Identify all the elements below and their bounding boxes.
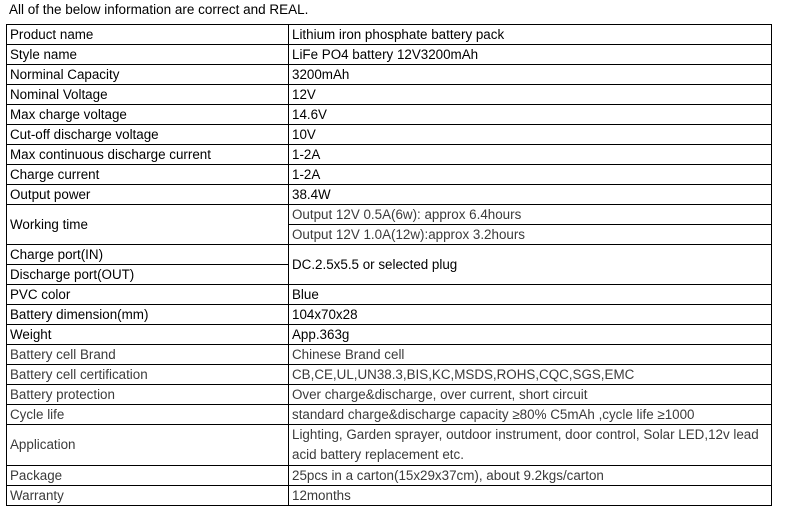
spec-value: CB,CE,UL,UN38.3,BIS,KC,MSDS,ROHS,CQC,SGS,EMC <box>289 365 772 385</box>
spec-value: DC.2.5x5.5 or selected plug <box>289 245 772 285</box>
spec-value: 25pcs in a carton(15x29x37cm), about 9.2kgs/carton <box>289 466 772 486</box>
spec-value: Output 12V 1.0A(12w):approx 3.2hours <box>289 225 772 245</box>
spec-value: Over charge&discharge, over current, short circuit <box>289 385 772 405</box>
spec-label: Style name <box>7 45 289 65</box>
table-row-cell-certification <box>7 365 772 385</box>
spec-label: PVC color <box>7 285 289 305</box>
spec-label: Battery cell Brand <box>7 345 289 365</box>
table-row-dimension <box>7 305 772 325</box>
spec-label: Battery dimension(mm) <box>7 305 289 325</box>
spec-value: App.363g <box>289 325 772 345</box>
spec-value: Output 12V 0.5A(6w): approx 6.4hours <box>289 205 772 225</box>
table-row-charge-current <box>7 165 772 185</box>
table-row-weight <box>7 325 772 345</box>
spec-label: Package <box>7 466 289 486</box>
spec-value: 3200mAh <box>289 65 772 85</box>
spec-value: Chinese Brand cell <box>289 345 772 365</box>
spec-label: Product name <box>7 25 289 45</box>
spec-value: 14.6V <box>289 105 772 125</box>
spec-value: 1-2A <box>289 165 772 185</box>
spec-label: Norminal Capacity <box>7 65 289 85</box>
spec-value: Lithium iron phosphate battery pack <box>289 25 772 45</box>
table-row-style-name <box>7 45 772 65</box>
spec-label: Nominal Voltage <box>7 85 289 105</box>
spec-label: Warranty <box>7 486 289 506</box>
spec-value: 38.4W <box>289 185 772 205</box>
table-row-working-time <box>7 205 772 225</box>
table-row-max-discharge-current <box>7 145 772 165</box>
table-row-warranty <box>7 486 772 506</box>
spec-label: Battery cell certification <box>7 365 289 385</box>
spec-value: Blue <box>289 285 772 305</box>
spec-label: Charge current <box>7 165 289 185</box>
spec-table <box>6 24 772 506</box>
spec-label: Battery protection <box>7 385 289 405</box>
table-row-cell-brand <box>7 345 772 365</box>
table-row-cutoff-voltage <box>7 125 772 145</box>
spec-label: Cycle life <box>7 405 289 425</box>
spec-label: Weight <box>7 325 289 345</box>
table-row-charge-port <box>7 245 772 265</box>
spec-value: Lighting, Garden sprayer, outdoor instrument, door control, Solar LED,12v lead acid battery replacement etc. <box>289 425 772 466</box>
table-row-max-charge-voltage <box>7 105 772 125</box>
spec-value: LiFe PO4 battery 12V3200mAh <box>289 45 772 65</box>
table-row-package <box>7 466 772 486</box>
spec-value: standard charge&discharge capacity ≥80% C5mAh ,cycle life ≥1000 <box>289 405 772 425</box>
table-row-output-power <box>7 185 772 205</box>
table-row-pvc-color <box>7 285 772 305</box>
spec-label: Output power <box>7 185 289 205</box>
spec-value: 12V <box>289 85 772 105</box>
spec-value: 1-2A <box>289 145 772 165</box>
spec-label: Charge port(IN) <box>7 245 289 265</box>
table-row-protection <box>7 385 772 405</box>
spec-label: Cut-off discharge voltage <box>7 125 289 145</box>
spec-label: Max charge voltage <box>7 105 289 125</box>
intro-statement: All of the below information are correct and REAL. <box>9 2 309 17</box>
spec-value: 12months <box>289 486 772 506</box>
spec-value: 104x70x28 <box>289 305 772 325</box>
table-row-nominal-voltage <box>7 85 772 105</box>
spec-label: Max continuous discharge current <box>7 145 289 165</box>
table-row-product-name <box>7 25 772 45</box>
spec-label: Discharge port(OUT) <box>7 265 289 285</box>
spec-label: Working time <box>7 205 289 245</box>
table-row-cycle-life <box>7 405 772 425</box>
table-row-capacity <box>7 65 772 85</box>
table-row-application <box>7 425 772 466</box>
spec-label: Application <box>7 425 289 466</box>
spec-value: 10V <box>289 125 772 145</box>
